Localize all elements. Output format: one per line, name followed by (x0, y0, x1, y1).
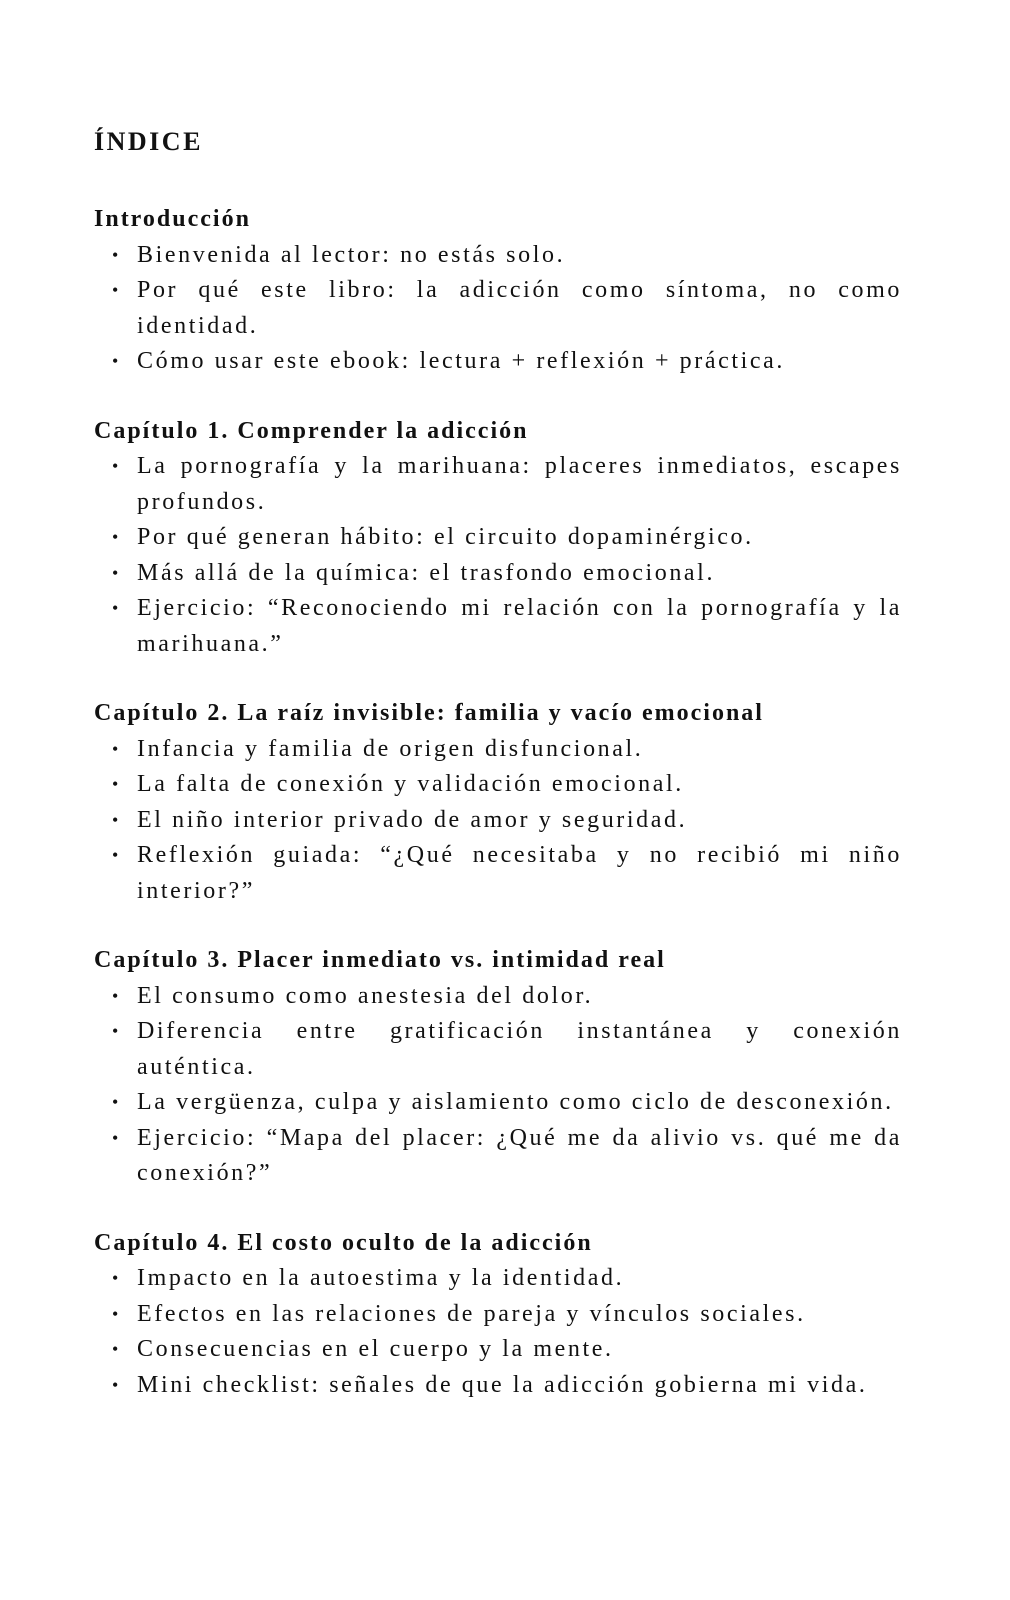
bullet-icon: • (112, 527, 121, 547)
list-item (94, 1261, 902, 1297)
bullet-icon: • (112, 809, 121, 830)
list-item-text: La falta de conexión y validación emocional. (137, 771, 684, 797)
bullet-icon: • (112, 598, 121, 618)
section-item-list (94, 979, 902, 1192)
toc-section-introduccion (94, 202, 902, 380)
bullet-icon: • (112, 738, 121, 759)
list-item-text: Cómo usar este ebook: lectura + reflexión + práctica. (137, 348, 786, 374)
bullet-icon: • (112, 985, 121, 1006)
list-item (94, 1085, 902, 1121)
bullet-icon: • (112, 562, 121, 583)
bullet-icon: • (112, 1374, 121, 1395)
toc-section-capitulo-4 (94, 1226, 902, 1404)
list-item (94, 556, 902, 592)
list-item (94, 1332, 902, 1368)
list-item-text: Por qué generan hábito: el circuito dopaminérgico. (137, 524, 754, 550)
list-item (94, 1368, 902, 1404)
list-item (94, 238, 902, 274)
list-item-text: Por qué este libro: la adicción como síntoma, no como identidad. (137, 277, 902, 339)
list-item (94, 803, 902, 839)
list-item (94, 732, 902, 768)
toc-section-capitulo-2 (94, 696, 902, 909)
bullet-icon: • (112, 244, 121, 265)
bullet-icon: • (112, 1021, 121, 1041)
bullet-icon: • (112, 1268, 121, 1288)
section-item-list (94, 1261, 902, 1403)
toc-section-capitulo-1 (94, 414, 902, 663)
list-item-text: Bienvenida al lector: no estás solo. (137, 241, 566, 268)
list-item-text: Reflexión guiada: “¿Qué necesitaba y no recibió mi niño interior?” (137, 842, 902, 904)
bullet-icon: • (112, 1303, 121, 1324)
list-item (94, 591, 902, 662)
list-item-text: El niño interior privado de amor y seguridad. (137, 806, 688, 833)
section-heading: Capítulo 2. La raíz invisible: familia y vacío emocional (94, 700, 764, 726)
section-heading: Capítulo 1. Comprender la adicción (94, 417, 529, 444)
bullet-icon: • (112, 1339, 121, 1359)
list-item (94, 1014, 902, 1085)
list-item-text: La vergüenza, culpa y aislamiento como ciclo de desconexión. (137, 1089, 894, 1115)
section-item-list (94, 238, 902, 380)
section-heading: Introducción (94, 206, 251, 232)
list-item-text: Más allá de la química: el trasfondo emocional. (137, 559, 716, 586)
page-title: ÍNDICE (94, 127, 203, 156)
section-item-list (94, 449, 902, 662)
list-item (94, 449, 902, 520)
list-item-text: Ejercicio: “Reconociendo mi relación con la pornografía y la marihuana.” (137, 595, 902, 657)
list-item (94, 273, 902, 344)
list-item-text: Impacto en la autoestima y la identidad. (137, 1265, 625, 1291)
bullet-icon: • (112, 280, 121, 300)
list-item-text: Diferencia entre gratificación instantánea y conexión auténtica. (137, 1018, 902, 1080)
list-item-text: Mini checklist: señales de que la adicción gobierna mi vida. (137, 1371, 868, 1398)
bullet-icon: • (112, 351, 121, 371)
list-item (94, 1121, 902, 1192)
list-item (94, 1297, 902, 1333)
list-item-text: El consumo como anestesia del dolor. (137, 982, 594, 1009)
list-item-text: Infancia y familia de origen disfuncional. (137, 735, 644, 762)
list-item (94, 767, 902, 803)
list-item-text: Efectos en las relaciones de pareja y vínculos sociales. (137, 1300, 806, 1327)
toc-section-capitulo-3 (94, 943, 902, 1192)
list-item-text: Consecuencias en el cuerpo y la mente. (137, 1336, 614, 1362)
bullet-icon: • (112, 845, 121, 865)
section-heading: Capítulo 3. Placer inmediato vs. intimidad real (94, 947, 666, 973)
list-item-text: Ejercicio: “Mapa del placer: ¿Qué me da alivio vs. qué me da conexión?” (137, 1124, 902, 1186)
list-item (94, 520, 902, 556)
section-item-list (94, 732, 902, 910)
list-item-text: La pornografía y la marihuana: placeres inmediatos, escapes profundos. (137, 453, 902, 515)
list-item (94, 344, 902, 380)
bullet-icon: • (112, 774, 121, 794)
bullet-icon: • (112, 456, 121, 476)
list-item (94, 979, 902, 1015)
list-item (94, 838, 902, 909)
bullet-icon: • (112, 1127, 121, 1148)
section-heading: Capítulo 4. El costo oculto de la adicción (94, 1229, 593, 1256)
bullet-icon: • (112, 1092, 121, 1112)
